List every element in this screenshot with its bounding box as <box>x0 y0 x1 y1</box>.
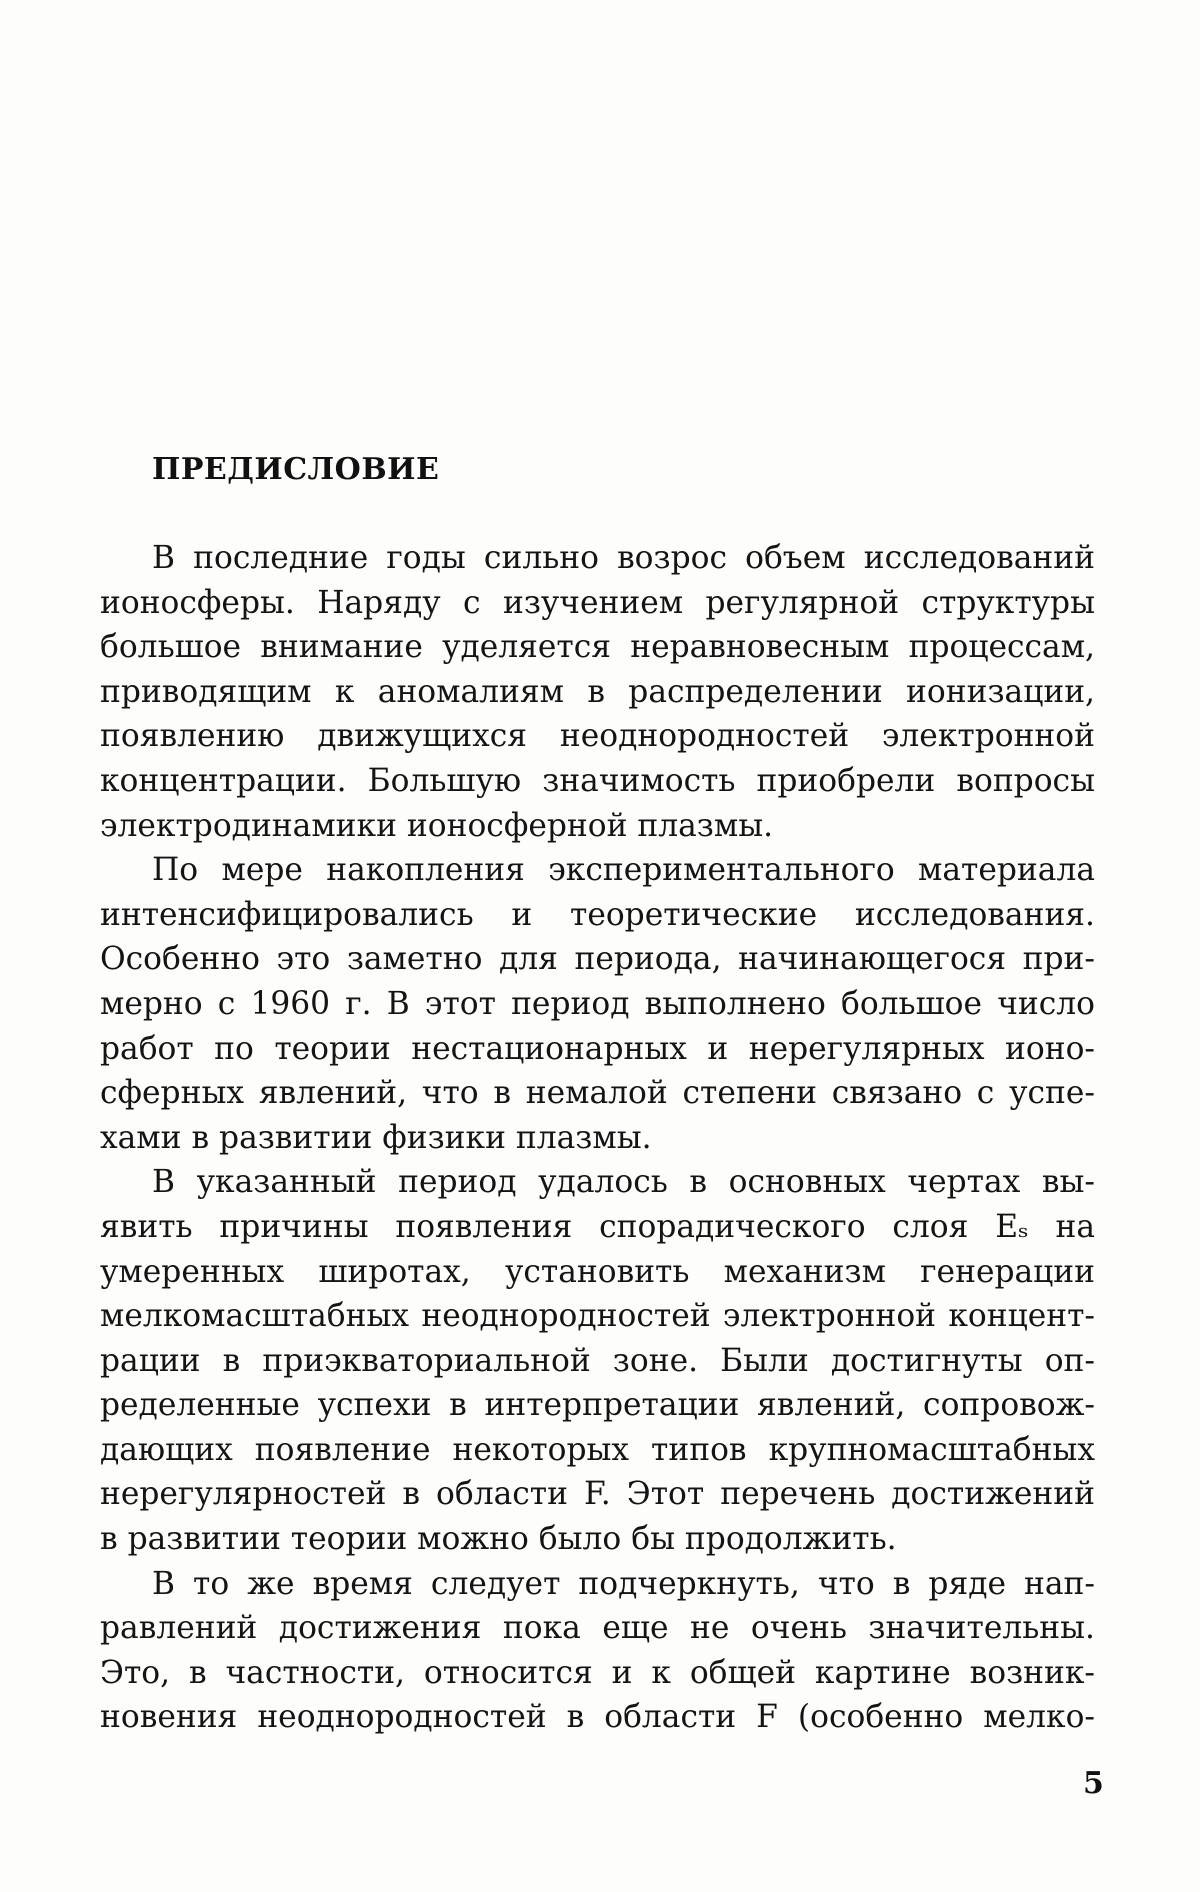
preface-heading: ПРЕДИСЛОВИЕ <box>152 452 440 487</box>
text-line: интенсифицировались и теоретические исследования. <box>100 896 1095 933</box>
text-line: хами в развитии физики плазмы. <box>100 1119 652 1156</box>
text-line: в развитии теории можно было бы продолжить. <box>100 1521 897 1558</box>
text-line: По мере накопления экспериментального материала <box>152 852 1095 889</box>
paragraph-4 <box>100 1562 1095 1740</box>
text-line: новения неоднородностей в области F (особенно мелко- <box>100 1699 1095 1736</box>
text-line: В последние годы сильно возрос объем исследований <box>152 540 1095 576</box>
text-line: В то же время следует подчеркнуть, что в ряде нап- <box>152 1565 1095 1602</box>
text-line: явить причины появления спорадического слоя Eₛ на <box>100 1208 1095 1245</box>
text-line: приводящим к аномалиям в распределении ионизации, <box>100 673 1095 710</box>
text-line: большое внимание уделяется неравновесным процессам, <box>100 629 1095 666</box>
text-line: рации в приэкваториальной зоне. Были достигнуты оп- <box>100 1342 1095 1379</box>
text-line: работ по теории нестационарных и нерегулярных ионо- <box>100 1030 1095 1067</box>
text-line: концентрации. Большую значимость приобрели вопросы <box>100 762 1095 799</box>
text-line: электродинамики ионосферной плазмы. <box>100 807 774 844</box>
text-line: дающих появление некоторых типов крупномасштабных <box>100 1431 1095 1468</box>
paragraph-1 <box>100 536 1095 848</box>
text-line: Особенно это заметно для периода, начинающегося при- <box>100 941 1095 978</box>
text-line: ионосферы. Наряду с изучением регулярной структуры <box>100 584 1095 621</box>
text-line: сферных явлений, что в немалой степени связано с успе- <box>100 1075 1095 1112</box>
text-line: нерегулярностей в области F. Этот перечень достижений <box>100 1476 1095 1513</box>
text-line: ределенные успехи в интерпретации явлений, сопровож- <box>100 1387 1095 1424</box>
page-number: 5 <box>1083 1766 1104 1801</box>
text-line: умеренных широтах, установить механизм генерации <box>100 1253 1095 1290</box>
preface-body <box>100 536 1095 1740</box>
text-line: появлению движущихся неоднородностей электронной <box>100 718 1095 755</box>
text-line: мелкомасштабных неоднородностей электронной концент- <box>100 1298 1095 1335</box>
text-line: мерно с 1960 г. В этот период выполнено большое число <box>100 985 1095 1022</box>
paragraph-3 <box>100 1160 1095 1561</box>
text-line: равлений достижения пока еще не очень значительны. <box>100 1610 1095 1647</box>
text-line: Это, в частности, относится и к общей картине возник- <box>100 1654 1095 1691</box>
text-line: В указанный период удалось в основных чертах вы- <box>152 1164 1095 1201</box>
paragraph-2 <box>100 848 1095 1160</box>
